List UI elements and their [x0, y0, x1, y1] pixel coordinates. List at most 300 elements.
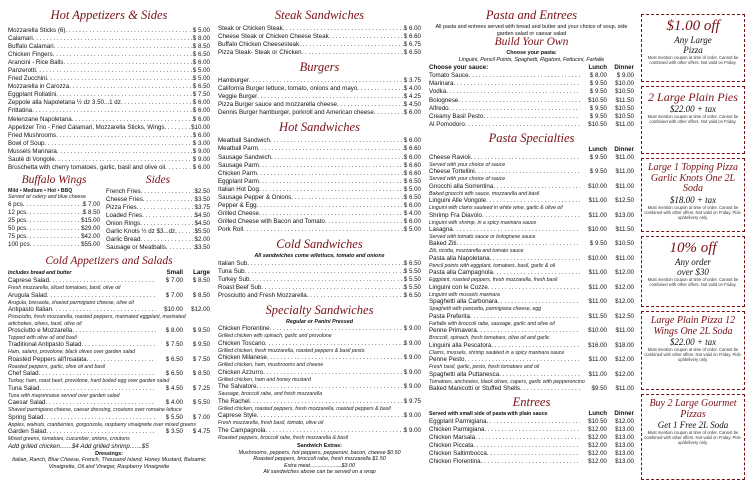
- coldsand-item: [218, 284, 421, 292]
- salads-item: [8, 341, 210, 349]
- coupon-title: Large Plain Pizza 12 Wings One 2L Soda: [650, 315, 736, 337]
- salads-add: Add grilled chicken.......$4 Add grilled shrimp.......$5: [8, 442, 149, 450]
- leader-dots: [263, 369, 404, 377]
- sides-item-price: $2.50: [194, 187, 210, 195]
- wings-item: [8, 217, 100, 225]
- specialties-item-d: $11.00: [615, 384, 634, 392]
- coupon-title: Large 1 Topping Pizza Garlic Knots One 2L Soda: [647, 162, 739, 194]
- specialty-item-price: $ 9.00: [403, 325, 421, 333]
- column-appetizers: [8, 0, 210, 470]
- salads-item-l: $ 4.75: [192, 428, 210, 436]
- leader-dots: [140, 220, 194, 228]
- specialties-item-d: $10.50: [615, 240, 634, 248]
- hotsand-item-name: Sausage Pepper & Onions: [218, 193, 292, 201]
- pasta-item: [429, 80, 634, 88]
- leader-dots: [482, 212, 580, 220]
- wings-item-name: 100 pcs: [8, 240, 30, 248]
- appetizers-title: Hot Appetizers & Sides: [50, 8, 168, 22]
- coupon-title: 2 Large Plain Pies: [648, 90, 738, 104]
- wings-block: [8, 175, 100, 252]
- salads-item-s: $10.00: [164, 306, 183, 314]
- sides-item: [106, 196, 210, 204]
- salads-item-desc: Shaved parmigiano cheese, caesar dressing, croutons over romaine lettuce: [8, 407, 182, 414]
- pasta-item-d: $10.00: [615, 80, 634, 88]
- appetizers-item: [8, 43, 210, 51]
- appetizers-item-price: $10.00: [191, 123, 210, 131]
- specialties-item-desc: Pencil points with eggplant, tomatoes, basil, garlic & oil: [429, 262, 556, 269]
- pasta-item: [429, 105, 634, 113]
- pasta-item-l: $ 9.50: [589, 112, 607, 120]
- specialties-item-desc: Served with your choice of sauce: [429, 161, 506, 168]
- pasta-item: [429, 72, 634, 80]
- coupon-line2: Pizza: [683, 44, 703, 55]
- wings-title: Buffalo Wings: [21, 173, 87, 186]
- leader-dots: [357, 85, 404, 93]
- hotsand-item: [218, 170, 421, 178]
- specialty-item-desc: Roasted peppers, broccoli rabe, fresh mozzarella & basil: [218, 434, 349, 441]
- sauce-header: [429, 64, 634, 72]
- sides-list: [106, 188, 210, 252]
- specialties-item: [429, 356, 634, 364]
- steak-item-price: $ 6.50: [403, 49, 421, 57]
- hotsand-item: [218, 194, 421, 202]
- leader-dots: [464, 356, 580, 364]
- extras-line4: All sandwiches above can be served on a wrap: [263, 469, 376, 476]
- leader-dots: [141, 188, 195, 196]
- burgers-title: Burgers: [299, 60, 340, 75]
- specialties-item-desc: Spaghetti with pancetta, parmigiana cheese, egg: [429, 306, 542, 313]
- specialties-item: [429, 240, 634, 248]
- specialties-item-desc: Served with tomato sauce or bolognese sauce: [429, 234, 536, 241]
- salads-col-small: Small: [166, 269, 183, 277]
- wings-item-name: 12 pcs: [8, 208, 27, 216]
- leader-dots: [26, 233, 81, 241]
- appetizers-item: [8, 116, 210, 124]
- hotsand-item: [218, 145, 421, 153]
- specialties-item-desc: Linguini with shrimp, in a spicy marinara sauce: [429, 219, 537, 226]
- coldsand-item: [218, 276, 421, 284]
- salads-item-l: $ 5.50: [192, 399, 210, 407]
- appetizers-item-name: Mussels Marinara: [8, 147, 57, 155]
- pasta-item-d: $ 9.00: [616, 72, 634, 80]
- leader-dots: [121, 99, 193, 107]
- sides-item-name: Garlic Bread: [106, 236, 141, 244]
- leader-dots: [291, 194, 404, 202]
- specialty-subtitle: Regular or Panini Pressed: [285, 318, 354, 325]
- steak-item-price: $ 6.75: [403, 41, 421, 49]
- entrees-item-l: $12.00: [588, 434, 607, 442]
- salads-item: [8, 292, 210, 300]
- coupon-fine: Must mention coupon at time of order. Cannot be combined with other offers. Not valid on Friday. Pick-up/delivery only.: [644, 204, 742, 220]
- wings-item-name: 6 pcs: [8, 200, 23, 208]
- hotsand-item-price: $ 6.00: [403, 153, 421, 161]
- sides-item: [106, 188, 210, 196]
- salads-item: [8, 414, 210, 422]
- salads-item-name: Traditional Antipasto Salad: [8, 341, 82, 349]
- salads-item-l: $ 8.50: [192, 291, 210, 299]
- coupon-line1: Get 1 Free 2L Soda: [657, 420, 729, 430]
- coupon-title: 10% off: [669, 240, 717, 256]
- entrees-item-name: Chicken Marsala: [429, 434, 476, 442]
- entrees-col-dinner: Dinner: [614, 410, 634, 417]
- specialty-item-name: Chicken Azzurro: [218, 368, 264, 376]
- salads-item: [8, 327, 210, 335]
- coupon-line1: $18.00 + tax: [669, 194, 717, 205]
- specialties-item-name: Penne Primavera: [429, 327, 477, 335]
- specialties-item: [429, 226, 634, 234]
- coldsand-item-name: Roast Beef Sub: [218, 283, 262, 291]
- specialties-item-d: $12.00: [615, 370, 634, 378]
- sides-item-name: Sausage or Meatballs: [106, 244, 166, 252]
- specialties-item-l: $10.00: [588, 327, 607, 335]
- specialties-item: [429, 212, 634, 220]
- appetizers-item: [8, 107, 210, 115]
- specialties-item-l: $11.00: [588, 269, 607, 277]
- byo-sub: Choose your pasta:: [506, 50, 557, 57]
- leader-dots: [302, 49, 404, 57]
- specialty-item: [218, 412, 421, 420]
- leader-dots: [39, 370, 156, 378]
- coupon-line1: Any Large: [674, 34, 712, 45]
- appetizers-item-price: $ 6.00: [192, 163, 210, 171]
- entrees-item-l: $12.00: [588, 442, 607, 450]
- dressings-list: Italian, Ranch, Blue Cheese, French, Thousand Island, Honey Mustard, Balsamic Vinaigrette, Oil and Vinegar, Raspberry Vinaigrette: [12, 457, 206, 470]
- leader-dots: [490, 255, 580, 263]
- wings-item: [8, 201, 100, 209]
- sides-item-price: $2.00: [194, 236, 210, 244]
- salads-item-s: $ 8.00: [165, 326, 183, 334]
- specialties-item-l: $10.00: [588, 225, 607, 233]
- pasta-item-name: Al Pomodoro: [429, 120, 465, 128]
- pasta-item-name: Marinara: [429, 80, 454, 88]
- pasta-item: [429, 113, 634, 121]
- leader-dots: [164, 124, 191, 132]
- entrees-item: [429, 434, 634, 442]
- coupon-line2: over $30: [677, 266, 709, 277]
- specialty-item-name: Caprese Style: [218, 412, 257, 420]
- salads-item-s: $ 4.00: [165, 399, 183, 407]
- wings-item: [8, 209, 100, 217]
- specialties-item-l: $11.00: [588, 283, 607, 291]
- pasta-item-name: Vodka: [429, 88, 447, 96]
- leader-dots: [337, 101, 404, 109]
- sides-item: [106, 204, 210, 212]
- coupon: [641, 236, 745, 307]
- salads-item-l: $12.00: [191, 306, 210, 314]
- specialties-item-l: $11.00: [588, 211, 607, 219]
- specialties-item-d: $11.00: [615, 182, 634, 190]
- leader-dots: [307, 292, 404, 300]
- leader-dots: [165, 164, 193, 172]
- entrees-item-name: Chicken Parmigiana: [429, 426, 485, 434]
- specialties-item-name: Linguini alla Pescatora: [429, 341, 492, 349]
- coldsand-item-price: $ 6.50: [403, 259, 421, 267]
- burgers-item-price: $ 3.75: [403, 77, 421, 85]
- leader-dots: [469, 72, 580, 80]
- specialties-item-desc: Tomatoes, anchovies, black olives, capers, garlic with pepperoncino: [429, 378, 585, 385]
- specialty-item-name: Chicken Florentine: [218, 325, 270, 333]
- specialties-item: [429, 154, 634, 162]
- sides-item-name: Garlic Knots ½ dz $3...dz: [106, 228, 176, 236]
- appetizers-item-name: Chicken Fingers: [8, 51, 53, 59]
- specialties-item-l: $ 9.50: [589, 153, 607, 161]
- coupon: [641, 394, 745, 480]
- appetizers-item-name: Mozzarella in Carozza: [8, 83, 70, 91]
- specialties-col-dinner: Dinner: [614, 145, 634, 153]
- hotsand-item-name: Chicken Parm: [218, 169, 257, 177]
- steak-item-name: Buffalo Chicken Cheesesteak: [218, 41, 300, 49]
- specialty-item-name: The Rachel: [218, 397, 250, 405]
- hotsand-item-price: $ 6.60: [403, 145, 421, 153]
- sauce-label: Choose your sauce:: [429, 64, 489, 72]
- salads-item-s: $ 5.50: [165, 413, 183, 421]
- wings-item: [8, 241, 100, 249]
- appetizers-item-name: Mozzarella Sticks (6): [8, 27, 66, 34]
- entrees-item: [429, 458, 634, 466]
- burgers-item-price: $ 4.00: [403, 85, 421, 93]
- leader-dots: [53, 51, 193, 59]
- coupon-line1: $22.00 + tax: [669, 337, 717, 347]
- leader-dots: [143, 196, 195, 204]
- sauce-list: [429, 72, 634, 128]
- appetizers-item: [8, 91, 210, 99]
- specialties-item-d: $12.00: [615, 283, 634, 291]
- specialties-item: [429, 168, 634, 176]
- hotsand-item-price: $ 4.00: [403, 209, 421, 217]
- wings-served: Served w/ celery and blue cheese: [8, 194, 86, 201]
- specialty-item-name: The Salvatore: [218, 383, 257, 391]
- specialties-item-name: Penne Pesto: [429, 356, 465, 364]
- salads-item-l: $ 7.25: [192, 384, 210, 392]
- coldsand-item-price: $ 5.50: [403, 283, 421, 291]
- wings-item-name: 25 pcs: [8, 216, 27, 224]
- wings-item-price: $15.00: [81, 216, 100, 224]
- pasta-item-d: $10.50: [615, 104, 634, 112]
- specialties-item-d: $11.00: [615, 327, 634, 335]
- burgers-item-name: Veggie Burger: [218, 93, 258, 101]
- appetizers-item-price: $ 9.00: [192, 147, 210, 155]
- specialties-item-name: Pasta alla Napoletana: [429, 254, 490, 262]
- specialties-item-d: $11.00: [615, 254, 634, 262]
- leader-dots: [26, 225, 81, 233]
- leader-dots: [259, 178, 404, 186]
- coldsand-item-name: Italian Sub: [218, 259, 248, 267]
- specialties-item-l: $9.50: [591, 384, 607, 392]
- salads-list: [8, 277, 210, 442]
- pasta-item-d: $11.50: [615, 96, 634, 104]
- hotsand-item-price: $ 5.00: [403, 185, 421, 193]
- extras-line1: Mushrooms, peppers, hot peppers, pepperoni, bacon, cheese $0.50: [238, 449, 401, 456]
- entrees-item-name: Chicken Piccata: [429, 442, 474, 450]
- leader-dots: [488, 284, 580, 292]
- salads-item: [8, 399, 210, 407]
- specialties-item-desc: Served with your choice of sauce: [429, 176, 506, 183]
- wings-styles: Mild • Medium • Hot • BBQ: [8, 187, 73, 194]
- entrees-item-d: $13.00: [615, 426, 634, 434]
- entrees-item-name: Chicken Florentina: [429, 458, 481, 466]
- specialties-item-name: Cheese Tortellini: [429, 168, 475, 176]
- specialties-item-d: $12.00: [615, 356, 634, 364]
- pasta-item: [429, 88, 634, 96]
- hotsand-item: [218, 226, 421, 234]
- leader-dots: [487, 450, 580, 458]
- specialties-item-d: $11.00: [615, 168, 634, 176]
- leader-dots: [481, 458, 580, 466]
- leader-dots: [471, 154, 580, 162]
- entrees-col-lunch: Lunch: [588, 410, 607, 417]
- appetizers-item: [8, 51, 210, 59]
- leader-dots: [374, 109, 404, 117]
- leader-dots: [46, 428, 156, 436]
- leader-dots: [473, 442, 580, 450]
- leader-dots: [52, 306, 156, 314]
- leader-dots: [453, 226, 580, 234]
- leader-dots: [69, 83, 193, 91]
- burgers-list: [218, 77, 421, 117]
- leader-dots: [267, 354, 404, 362]
- leader-dots: [499, 371, 580, 379]
- hotsand-item-price: $ 6.50: [403, 193, 421, 201]
- leader-dots: [23, 201, 83, 209]
- sides-item-name: Loaded Fries: [106, 211, 143, 219]
- coupon-title: $1.00 off: [666, 18, 720, 34]
- specialties-item-l: $ 9.50: [589, 240, 607, 248]
- hotsand-item-name: Meatball Parm: [218, 145, 258, 153]
- leader-dots: [30, 241, 81, 249]
- entrees-list: [429, 418, 634, 466]
- leader-dots: [271, 154, 404, 162]
- appetizers-item-price: $ 3.00: [192, 139, 210, 147]
- leader-dots: [453, 80, 580, 88]
- leader-dots: [245, 268, 404, 276]
- pasta-title: Pasta and Entrees: [485, 8, 578, 22]
- sides-item: [106, 228, 210, 236]
- salads-item: [8, 277, 210, 285]
- salads-item-name: Tuna Salad: [8, 384, 40, 392]
- pasta-item-d: $11.00: [615, 120, 634, 128]
- specialty-item: [218, 369, 421, 377]
- specialties-item-name: Pasta Preferita: [429, 312, 470, 320]
- steak-item-price: $ 6.00: [403, 25, 421, 32]
- pasta-item-d: $10.50: [615, 112, 634, 120]
- sides-item-price: $5.50: [194, 228, 210, 236]
- leader-dots: [140, 236, 194, 244]
- leader-dots: [43, 414, 156, 422]
- specialty-item: [218, 325, 421, 333]
- leader-dots: [493, 183, 580, 191]
- appetizers-item: [8, 156, 210, 164]
- salads-item-s: $ 7.00: [165, 291, 183, 299]
- appetizers-item: [8, 83, 210, 91]
- specialties-item-d: $12.00: [615, 269, 634, 277]
- hotsand-item-price: $ 6.00: [403, 201, 421, 209]
- leader-dots: [486, 197, 580, 205]
- sauce-col-dinner: Dinner: [614, 64, 634, 72]
- specialty-item-name: Chicken Milanese: [218, 354, 267, 362]
- specialties-item-name: Shrimp Fra Diavolo: [429, 211, 482, 219]
- appetizers-item-price: $ 8.00: [192, 35, 210, 43]
- specialties-item-name: Spaghetti alla Carbonara: [429, 298, 498, 306]
- leader-dots: [63, 59, 192, 67]
- wings-item: [8, 225, 100, 233]
- specialty-item-price: $ 9.00: [403, 354, 421, 362]
- burgers-item: [218, 77, 421, 85]
- specialties-item-l: $10.00: [588, 182, 607, 190]
- specialties-header: [429, 146, 634, 154]
- leader-dots: [520, 385, 580, 393]
- specialties-item: [429, 385, 634, 393]
- entrees-item: [429, 418, 634, 426]
- appetizers-item: [8, 59, 210, 67]
- coupon-fine: Must mention coupon at time of order. Cannot be combined with other offers. Not valid on Friday.: [647, 113, 739, 124]
- pasta-item-l: $ 8.00: [589, 72, 607, 80]
- hotsand-item-name: Sausage Sandwich: [218, 153, 271, 161]
- leader-dots: [475, 168, 580, 176]
- byo-pastas: Linguini, Pencil Points, Spaghetti, Rigatoni, Fettucini, Farfalle: [458, 56, 605, 63]
- appetizers-item-name: Arancini - Rice Balls: [8, 59, 64, 67]
- entrees-item-d: $13.00: [615, 450, 634, 458]
- specialty-item: [218, 398, 421, 406]
- leader-dots: [257, 412, 404, 420]
- pasta-item-name: Tomato Sauce: [429, 72, 469, 80]
- specialties-item: [429, 197, 634, 205]
- coldsand-item-price: $ 5.50: [403, 267, 421, 275]
- sides-item-name: Pizza Fries: [106, 203, 137, 211]
- sides-item-price: $3.50: [194, 244, 210, 252]
- specialties-item-name: Lasagna: [429, 225, 453, 233]
- salads-item-desc: Mixed greens, tomatoes, cucumber, onions, croutons: [8, 436, 130, 443]
- wings-item-price: $55.00: [81, 240, 100, 248]
- specialty-item-desc: Fresh mozzarella, fresh basil, tomato, olive oil: [218, 420, 324, 427]
- salads-col-large: Large: [193, 269, 210, 277]
- coupon: [641, 311, 745, 390]
- leader-dots: [261, 284, 403, 292]
- extras-line2: Roasted peppers, broccoli rabe, fresh mozzarella $1.50: [253, 456, 386, 463]
- burgers-item-name: Hamburger: [218, 77, 249, 85]
- dressings-title: Dressings:: [95, 450, 123, 457]
- salads-item-name: Spring Salad: [8, 413, 44, 421]
- wings-item-price: $ 8.50: [82, 208, 100, 216]
- leader-dots: [259, 186, 404, 194]
- leader-dots: [57, 148, 193, 156]
- wings-sides-block: [8, 175, 210, 252]
- burgers-item: [218, 93, 421, 101]
- steak-item: [218, 25, 421, 33]
- salads-item-name: Chef Salad: [8, 370, 39, 378]
- specialties-item-name: Cheese Ravioli: [429, 153, 471, 161]
- entrees-item: [429, 442, 634, 450]
- hotsand-item: [218, 202, 421, 210]
- leader-dots: [247, 260, 404, 268]
- appetizers-item-price: $ 6.00: [192, 131, 210, 139]
- entrees-item-l: $12.00: [588, 426, 607, 434]
- entrees-item-name: Chicken Saltimbocca: [429, 450, 487, 458]
- specialties-col-lunch: Lunch: [588, 145, 607, 153]
- salads-item-l: $ 9.50: [192, 341, 210, 349]
- extras-line3: Extra meat.....................$3.00: [283, 462, 355, 469]
- specialty-item-price: $ 9.00: [403, 412, 421, 420]
- burgers-item-price: $ 4.25: [403, 93, 421, 101]
- appetizers-item-price: $ 5.00: [192, 75, 210, 83]
- hotsand-item-name: Italian Hot Dog: [218, 185, 259, 193]
- pasta-item: [429, 121, 634, 129]
- specialty-item-name: The Campagnola: [218, 426, 266, 434]
- pasta-item-l: $ 9.50: [589, 80, 607, 88]
- leader-dots: [249, 276, 403, 284]
- salads-item-name: Caesar Salad: [8, 399, 46, 407]
- entrees-subtitle: Served with small side of pasta with plain sauce: [429, 411, 548, 417]
- leader-dots: [166, 244, 195, 252]
